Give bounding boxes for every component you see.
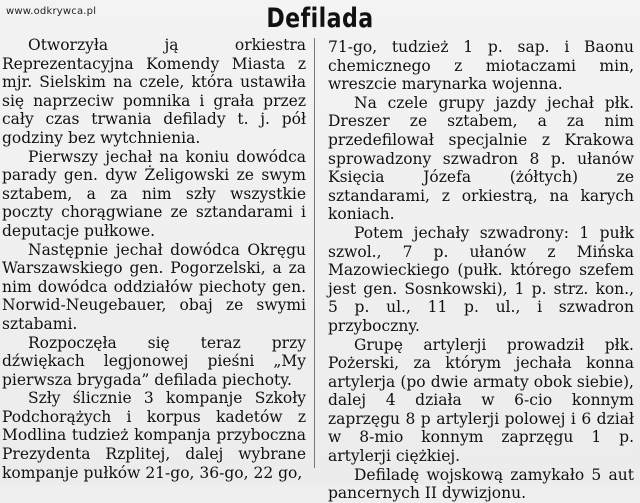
right-paragraph-2: Na czele grupy jazdy jechał płk. Dreszer ze sztabem, a za nim przedefilował specjalnie z Krakowa sprowadzony szwadron 8 p. ułanów Księcia Józefa (żółtych) ze sztandarami, z orkiestrą, na karych koniach.: [328, 93, 634, 224]
left-column: [2, 36, 306, 482]
left-paragraph-4: Rozpoczęła się teraz przy dźwiękach legjonowej pieśni „My pierwsza brygada” defilada piechoty.: [2, 333, 306, 389]
right-paragraph-5: Defiladę wojskową zamykało 5 aut pancernych II dywizjonu.: [328, 465, 634, 503]
right-paragraph-4: Grupę artylerji prowadził płk. Pożerski, za którym jechała konna artylerja (po dwie armaty obok siebie), dalej 4 działa w 6-cio konnym zaprzęgu 8 p artylerji polowej i 6 dział w 8-mio konnym zaprzęgu 1 p. artylerji ciężkiej.: [328, 335, 634, 466]
left-paragraph-1: Otworzyła ją orkiestra Reprezentacyjna Komendy Miasta z mjr. Sielskim na czele, która ustawiła się naprzeciw pomnika i grała przez cały czas trwania defilady t. j. pół godziny bez wytchnienia.: [2, 36, 306, 147]
watermark-text: www.odkrywca.pl: [6, 6, 97, 17]
column-divider: [314, 38, 315, 468]
article-headline: Defilada: [266, 3, 374, 34]
right-paragraph-1: 71-go, tudzież 1 p. sap. i Baonu chemicznego z miotaczami min, wreszcie marynarka wojenna.: [328, 38, 634, 94]
left-paragraph-5: Szły ślicznie 3 kompanje Szkoły Podchorążych i korpus kadetów z Modlina tudzież kompanja przyboczna Prezydenta Rzplitej, dalej wybrane kompanje pułków 21-go, 36-go, 22 go,: [2, 389, 306, 482]
right-paragraph-3: Potem jechały szwadrony: 1 pułk szwol., 7 p. ułanów z Mińska Mazowieckiego (pułk. którego szefem jest gen. Sosnkowski), 1 p. strz. kon., 5 p. ul., 11 p. ul., i szwadron przyboczny.: [328, 223, 634, 335]
right-column: [328, 38, 634, 503]
left-paragraph-3: Następnie jechał dowódca Okręgu Warszawskiego gen. Pogorzelski, a za nim dowódca oddziałów piechoty gen. Norwid-Neugebauer, obaj ze swymi sztabami.: [2, 240, 306, 333]
left-paragraph-2: Pierwszy jechał na koniu dowódca parady gen. dyw Żeligowski ze swym sztabem, a za nim szły wszystkie poczty chorągwiane ze sztandarami i deputacje pułkowe.: [2, 147, 306, 240]
